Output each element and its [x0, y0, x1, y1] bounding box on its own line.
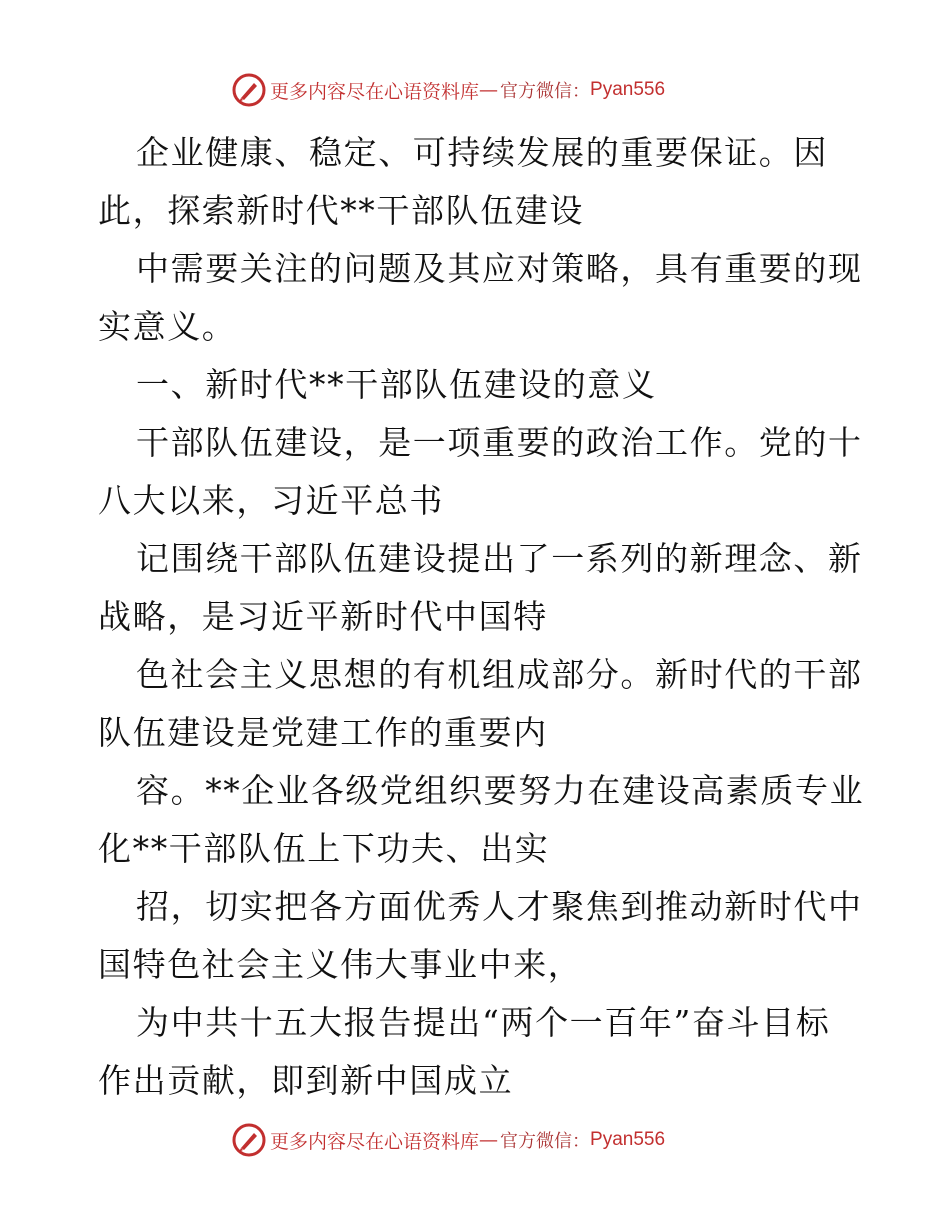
text-line: 容。**企业各级党组织要努力在建设高素质专业	[136, 771, 865, 810]
document-body	[98, 124, 865, 1110]
text-line: 实意义。	[98, 307, 237, 346]
watermark-wechat-id: Pyan556	[590, 79, 666, 100]
text-line: 作出贡献，即到新中国成立	[98, 1061, 514, 1100]
text-line: 国特色社会主义伟大事业中来，	[98, 945, 583, 984]
watermark-text: 更多内容尽在心语资料库	[270, 1130, 480, 1153]
footer-watermark	[232, 1122, 665, 1158]
text-line: 八大以来，习近平总书	[98, 481, 444, 520]
header-watermark	[232, 72, 665, 108]
text-line: 记围绕干部队伍建设提出了一系列的新理念、新	[136, 539, 863, 578]
section-heading: 一、新时代**干部队伍建设的意义	[136, 365, 657, 404]
text-line: 企业健康、稳定、可持续发展的重要保证。因	[136, 133, 828, 172]
watermark-text: 更多内容尽在心语资料库	[270, 80, 480, 103]
text-line: 化**干部队伍上下功夫、出实	[98, 829, 550, 868]
text-line: 队伍建设是党建工作的重要内	[98, 713, 548, 752]
text-line: 色社会主义思想的有机组成部分。新时代的干部	[136, 655, 863, 694]
text-line: 招，切实把各方面优秀人才聚焦到推动新时代中	[136, 887, 863, 926]
pen-logo-icon	[232, 1123, 266, 1157]
text-line: 此，探索新时代**干部队伍建设	[98, 191, 584, 230]
pen-logo-icon	[232, 73, 266, 107]
text-line: 为中共十五大报告提出“两个一百年”奋斗目标	[136, 1003, 831, 1042]
watermark-wechat-label: 官方微信：	[500, 1131, 591, 1152]
watermark-wechat-label: 官方微信：	[500, 81, 591, 102]
watermark-wechat-id: Pyan556	[590, 1129, 666, 1150]
watermark-separator: —	[479, 1129, 499, 1151]
text-line: 干部队伍建设，是一项重要的政治工作。党的十	[136, 423, 863, 462]
watermark-separator: —	[479, 79, 499, 101]
text-line: 中需要关注的问题及其应对策略，具有重要的现	[136, 249, 863, 288]
text-line: 战略，是习近平新时代中国特	[98, 597, 548, 636]
